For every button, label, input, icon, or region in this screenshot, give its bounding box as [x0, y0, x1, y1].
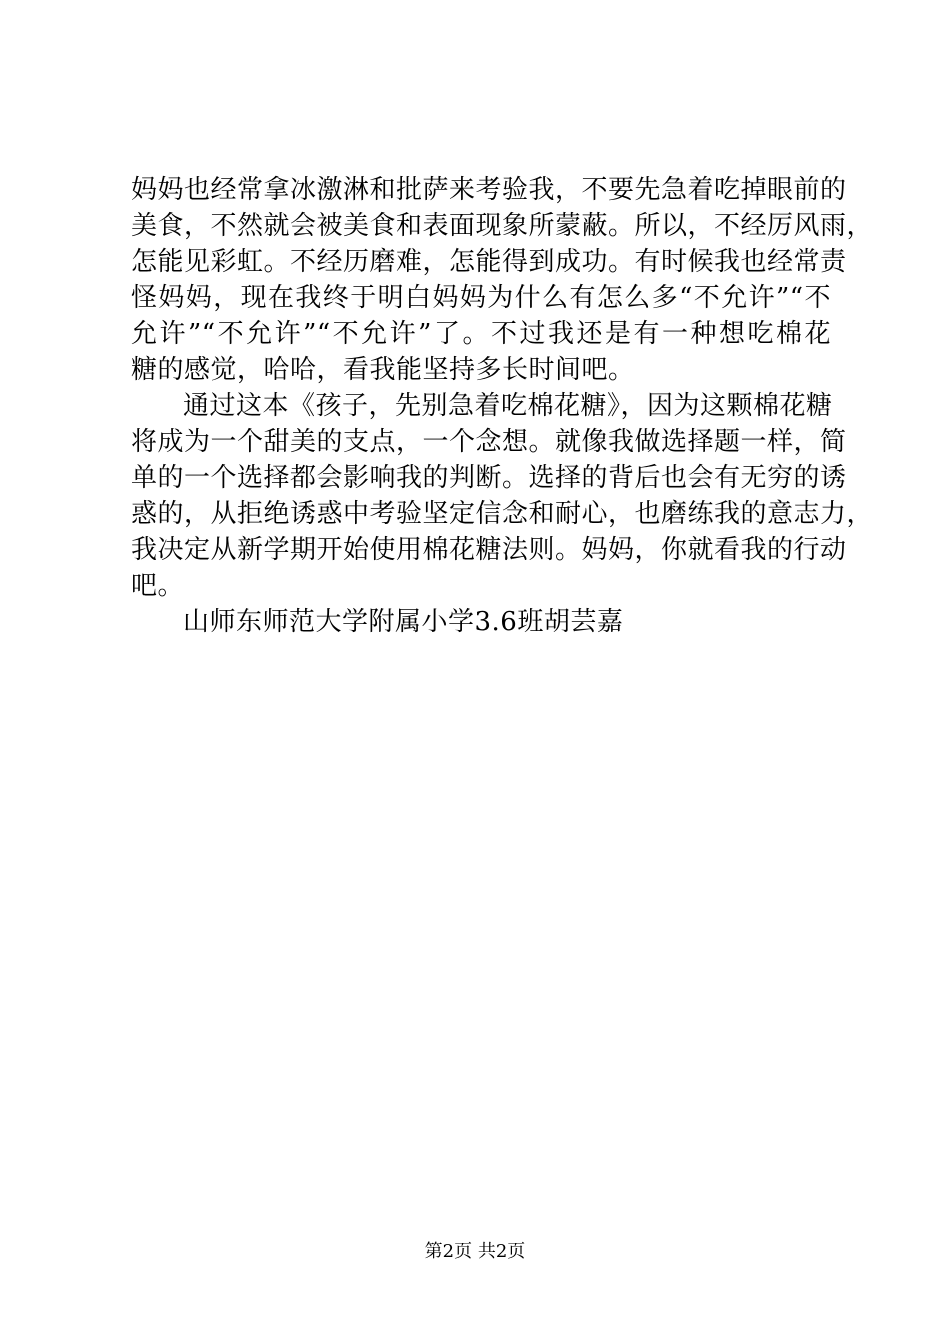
text-line-12: 吧。 [131, 571, 185, 601]
text-line-11: 我决定从新学期开始使用棉花糖法则。妈妈，你就看我的行动 [131, 535, 847, 565]
text-line-10: 惑的，从拒绝诱惑中考验坚定信念和耐心，也磨练我的意志力， [131, 499, 874, 529]
text-line-8: 将成为一个甜美的支点，一个念想。就像我做选择题一样，简 [131, 427, 847, 457]
text-line-4: 怪妈妈，现在我终于明白妈妈为什么有怎么多“不允许”“不 [131, 283, 831, 313]
text-line-2: 美食，不然就会被美食和表面现象所蒙蔽。所以，不经厉风雨， [131, 211, 874, 241]
text-line-9: 单的一个选择都会影响我的判断。选择的背后也会有无穷的诱 [131, 463, 847, 493]
signature-line: 山师东师范大学附属小学3.6班胡芸嘉 [183, 607, 624, 637]
text-line-1: 妈妈也经常拿冰激淋和批萨来考验我，不要先急着吃掉眼前的 [131, 175, 847, 205]
text-line-3: 怎能见彩虹。不经历磨难，怎能得到成功。有时候我也经常责 [131, 247, 847, 277]
text-line-7: 通过这本《孩子，先别急着吃棉花糖》，因为这颗棉花糖 [183, 391, 833, 421]
page-footer: 第2页 共2页 [424, 1241, 526, 1262]
text-line-6: 糖的感觉，哈哈，看我能坚持多长时间吧。 [131, 355, 635, 385]
text-line-5: 允许”“不允许”“不允许”了。不过我还是有一种想吃棉花 [131, 319, 831, 349]
